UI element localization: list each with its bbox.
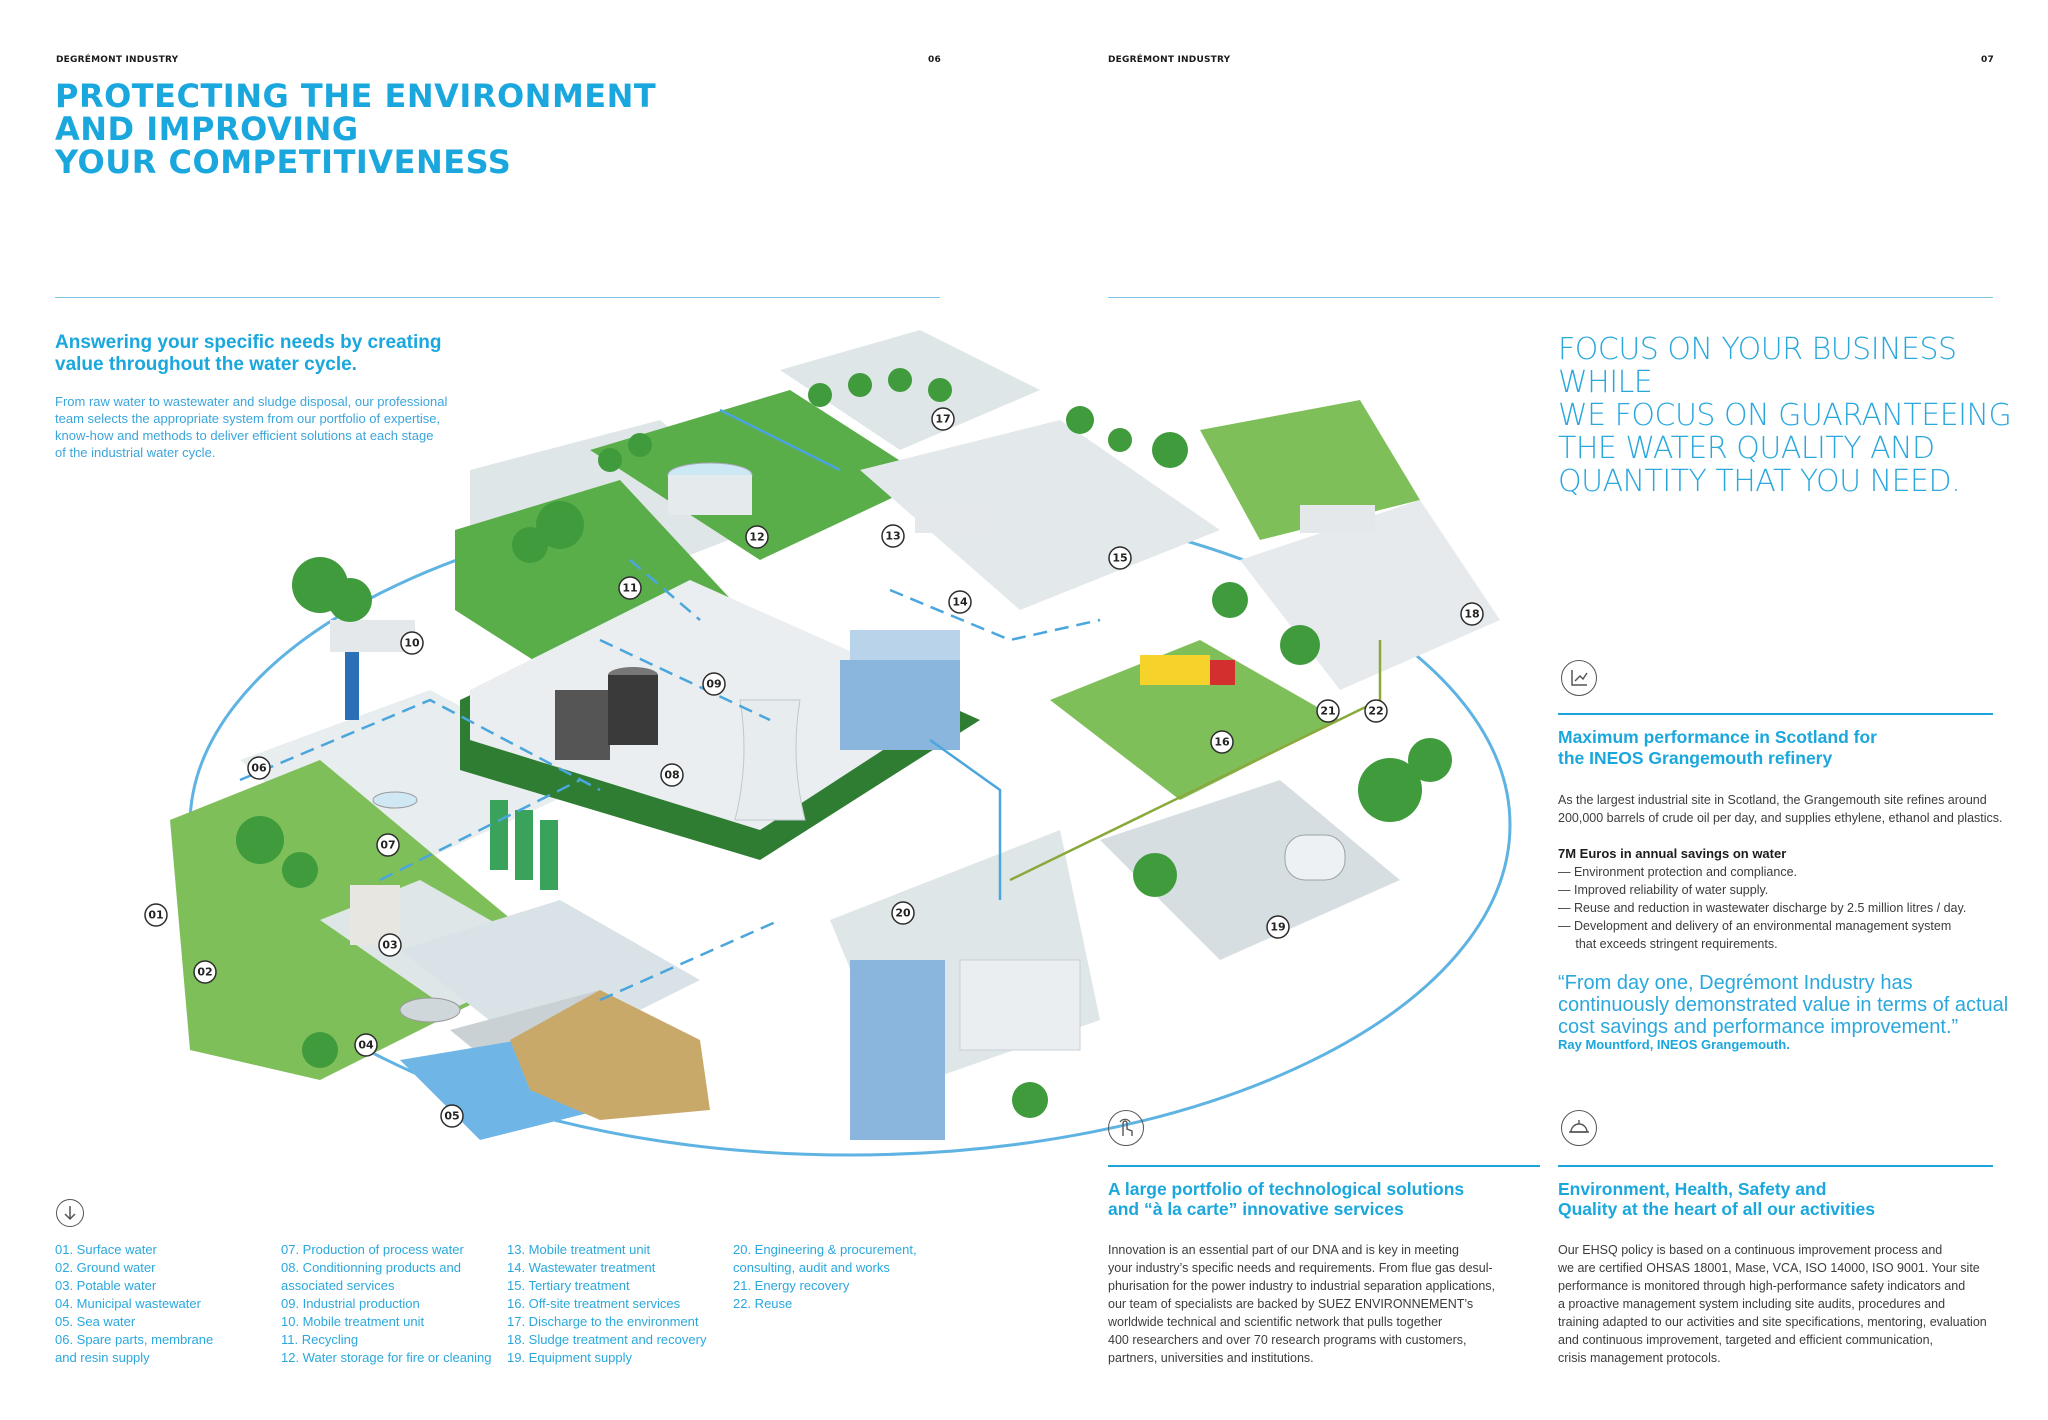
legend-item: 06. Spare parts, membrane (55, 1332, 214, 1347)
right-page-number: 07 (1981, 55, 1994, 65)
portfolio-body-line: phurisation for the power industry to industrial separation applications, (1108, 1279, 1496, 1293)
quote-author: Ray Mountford, INEOS Grangemouth. (1558, 1037, 1790, 1052)
intro-body-line: of the industrial water cycle. (55, 445, 216, 460)
portfolio-heading (1108, 1179, 1464, 1219)
intro-heading-line: Answering your specific needs by creating (55, 332, 442, 353)
legend-item: 17. Discharge to the environment (507, 1314, 699, 1329)
legend-item: 08. Conditionning products and (281, 1260, 461, 1275)
map-label-13: 13 (885, 529, 901, 543)
legend-item: 14. Wastewater treatment (507, 1260, 656, 1275)
legend-item: 03. Potable water (55, 1278, 157, 1293)
focus-line: THE WATER QUALITY AND (1558, 431, 1935, 466)
ehs-body-line: Our EHSQ policy is based on a continuous improvement process and (1558, 1243, 1943, 1257)
map-label-10: 10 (404, 636, 420, 650)
ehs-rule (1558, 1165, 1993, 1167)
map-label-03: 03 (382, 938, 398, 952)
map-label-20: 20 (895, 906, 911, 920)
focus-statement (1558, 333, 2048, 498)
portfolio-body-line: 400 researchers and over 70 research programs with customers, (1108, 1333, 1467, 1347)
quote-line: “From day one, Degrémont Industry has (1558, 972, 1913, 994)
map-label-04: 04 (358, 1038, 374, 1052)
map-label-16: 16 (1214, 735, 1230, 749)
intro-body-line: team selects the appropriate system from our portfolio of expertise, (55, 411, 441, 426)
legend-item: 09. Industrial production (281, 1296, 420, 1311)
legend-item: 16. Off-site treatment services (507, 1296, 681, 1311)
legend-item: 04. Municipal wastewater (55, 1296, 201, 1311)
legend-item: 13. Mobile treatment unit (507, 1242, 651, 1257)
ehs-body-line: we are certified OHSAS 18001, Mase, VCA, ISO 14000, ISO 9001. Your site (1558, 1261, 1980, 1275)
ehs-body-line: training adapted to our activities and site specifications, mentoring, evaluation (1558, 1315, 1987, 1329)
legend-column-1 (55, 1241, 213, 1367)
ehs-body-line: a proactive management system including site audits, procedures and (1558, 1297, 1946, 1311)
savings-bullet: — Environment protection and compliance. (1558, 865, 1798, 879)
case-study-heading-line: the INEOS Grangemouth refinery (1558, 748, 1833, 768)
legend-item: 19. Equipment supply (507, 1350, 633, 1365)
map-label-14: 14 (952, 595, 968, 609)
map-label-21: 21 (1320, 704, 1336, 718)
map-label-19: 19 (1270, 920, 1286, 934)
water-cycle-illustration (148, 340, 1545, 1160)
hand-touch-icon (1108, 1110, 1144, 1146)
map-label-08: 08 (664, 768, 680, 782)
map-label-06: 06 (251, 761, 267, 775)
legend-item: associated services (281, 1278, 395, 1293)
map-label-07: 07 (380, 838, 396, 852)
savings-bullet: — Development and delivery of an environmental management system (1558, 919, 1952, 933)
right-divider (1108, 297, 1993, 298)
legend-item: 11. Recycling (281, 1332, 359, 1347)
portfolio-body-line: Innovation is an essential part of our DNA and is key in meeting (1108, 1243, 1459, 1257)
intro-body-line: From raw water to wastewater and sludge disposal, our professional (55, 394, 448, 409)
legend-column-2 (281, 1241, 492, 1367)
portfolio-body (1108, 1241, 1495, 1367)
right-brand-header: DEGRÉMONT INDUSTRY (1108, 55, 1231, 65)
legend-item: 10. Mobile treatment unit (281, 1314, 425, 1329)
legend-item: 20. Engineering & procurement, (733, 1242, 917, 1257)
chart-icon (1561, 660, 1597, 696)
portfolio-body-line: partners, universities and institutions. (1108, 1351, 1314, 1365)
portfolio-body-line: worldwide technical and scientific network that pulls together (1108, 1315, 1443, 1329)
focus-line: QUANTITY THAT YOU NEED. (1558, 464, 1961, 499)
legend-item: 02. Ground water (55, 1260, 156, 1275)
map-label-05: 05 (444, 1109, 460, 1123)
legend-column-4 (733, 1241, 917, 1313)
helmet-icon (1561, 1110, 1597, 1146)
legend-item: 12. Water storage for fire or cleaning (281, 1350, 492, 1365)
case-study-body (1558, 791, 2003, 827)
arrow-down-icon (56, 1199, 84, 1227)
portfolio-heading-line: A large portfolio of technological solutions (1108, 1179, 1465, 1199)
intro-heading-line: value throughout the water cycle. (55, 354, 357, 375)
portfolio-rule (1108, 1165, 1540, 1167)
legend-item: 22. Reuse (733, 1296, 793, 1311)
map-label-02: 02 (197, 965, 213, 979)
left-divider (55, 297, 940, 298)
case-study-heading (1558, 727, 1877, 769)
title-line: AND IMPROVING (55, 110, 359, 148)
focus-line: FOCUS ON YOUR BUSINESS WHILE (1558, 332, 1957, 400)
case-study-body-line: 200,000 barrels of crude oil per day, and supplies ethylene, ethanol and plastics. (1558, 811, 2003, 825)
ehs-body-line: and continuous improvement, targeted and efficient communication, (1558, 1333, 1933, 1347)
title-line: PROTECTING THE ENVIRONMENT (55, 77, 657, 115)
ehs-heading-line: Quality at the heart of all our activities (1558, 1199, 1876, 1219)
legend-item: 15. Tertiary treatment (507, 1278, 630, 1293)
savings-bullet: that exceeds stringent requirements. (1558, 937, 1778, 951)
intro-body-line: know-how and methods to deliver efficient solutions at each stage (55, 428, 434, 443)
quote-line: continuously demonstrated value in terms of actual (1558, 994, 2009, 1016)
case-study-rule (1558, 713, 1993, 715)
portfolio-body-line: your industry’s specific needs and requirements. From flue gas desul- (1108, 1261, 1493, 1275)
legend-item: 21. Energy recovery (733, 1278, 850, 1293)
savings-title: 7M Euros in annual savings on water (1558, 846, 1787, 861)
map-label-09: 09 (706, 677, 722, 691)
map-label-17: 17 (935, 412, 951, 426)
savings-bullets (1558, 863, 1966, 953)
map-label-01: 01 (148, 908, 164, 922)
map-label-11: 11 (622, 581, 638, 595)
map-label-22: 22 (1368, 704, 1384, 718)
testimonial-quote (1558, 972, 2008, 1038)
legend-item: 05. Sea water (55, 1314, 136, 1329)
case-study-body-line: As the largest industrial site in Scotland, the Grangemouth site refines around (1558, 793, 1987, 807)
legend-item: 01. Surface water (55, 1242, 157, 1257)
savings-bullet: — Reuse and reduction in wastewater discharge by 2.5 million litres / day. (1558, 901, 1967, 915)
ehs-heading-line: Environment, Health, Safety and (1558, 1179, 1827, 1199)
case-study-heading-line: Maximum performance in Scotland for (1558, 727, 1877, 747)
map-label-12: 12 (749, 530, 765, 544)
left-page-number: 06 (928, 55, 941, 65)
map-label-15: 15 (1112, 551, 1128, 565)
legend-item: and resin supply (55, 1350, 150, 1365)
ehs-heading (1558, 1179, 1875, 1219)
legend-item: consulting, audit and works (733, 1260, 890, 1275)
legend-item: 07. Production of process water (281, 1242, 464, 1257)
portfolio-heading-line: and “à la carte” innovative services (1108, 1199, 1404, 1219)
quote-line: cost savings and performance improvement.” (1558, 1016, 1959, 1038)
portfolio-body-line: our team of specialists are backed by SUEZ ENVIRONNEMENT’s (1108, 1297, 1474, 1311)
savings-bullet: — Improved reliability of water supply. (1558, 883, 1769, 897)
ehs-body-line: crisis management protocols. (1558, 1351, 1721, 1365)
legend-column-3 (507, 1241, 706, 1367)
title-line: YOUR COMPETITIVENESS (55, 143, 512, 181)
map-label-18: 18 (1464, 607, 1480, 621)
left-brand-header: DEGRÉMONT INDUSTRY (56, 55, 179, 65)
focus-line: WE FOCUS ON GUARANTEEING (1558, 398, 2012, 433)
ehs-body (1558, 1241, 1987, 1367)
ehs-body-line: performance is monitored through high-performance safety indicators and (1558, 1279, 1966, 1293)
page-title (55, 77, 657, 181)
legend-item: 18. Sludge treatment and recovery (507, 1332, 707, 1347)
